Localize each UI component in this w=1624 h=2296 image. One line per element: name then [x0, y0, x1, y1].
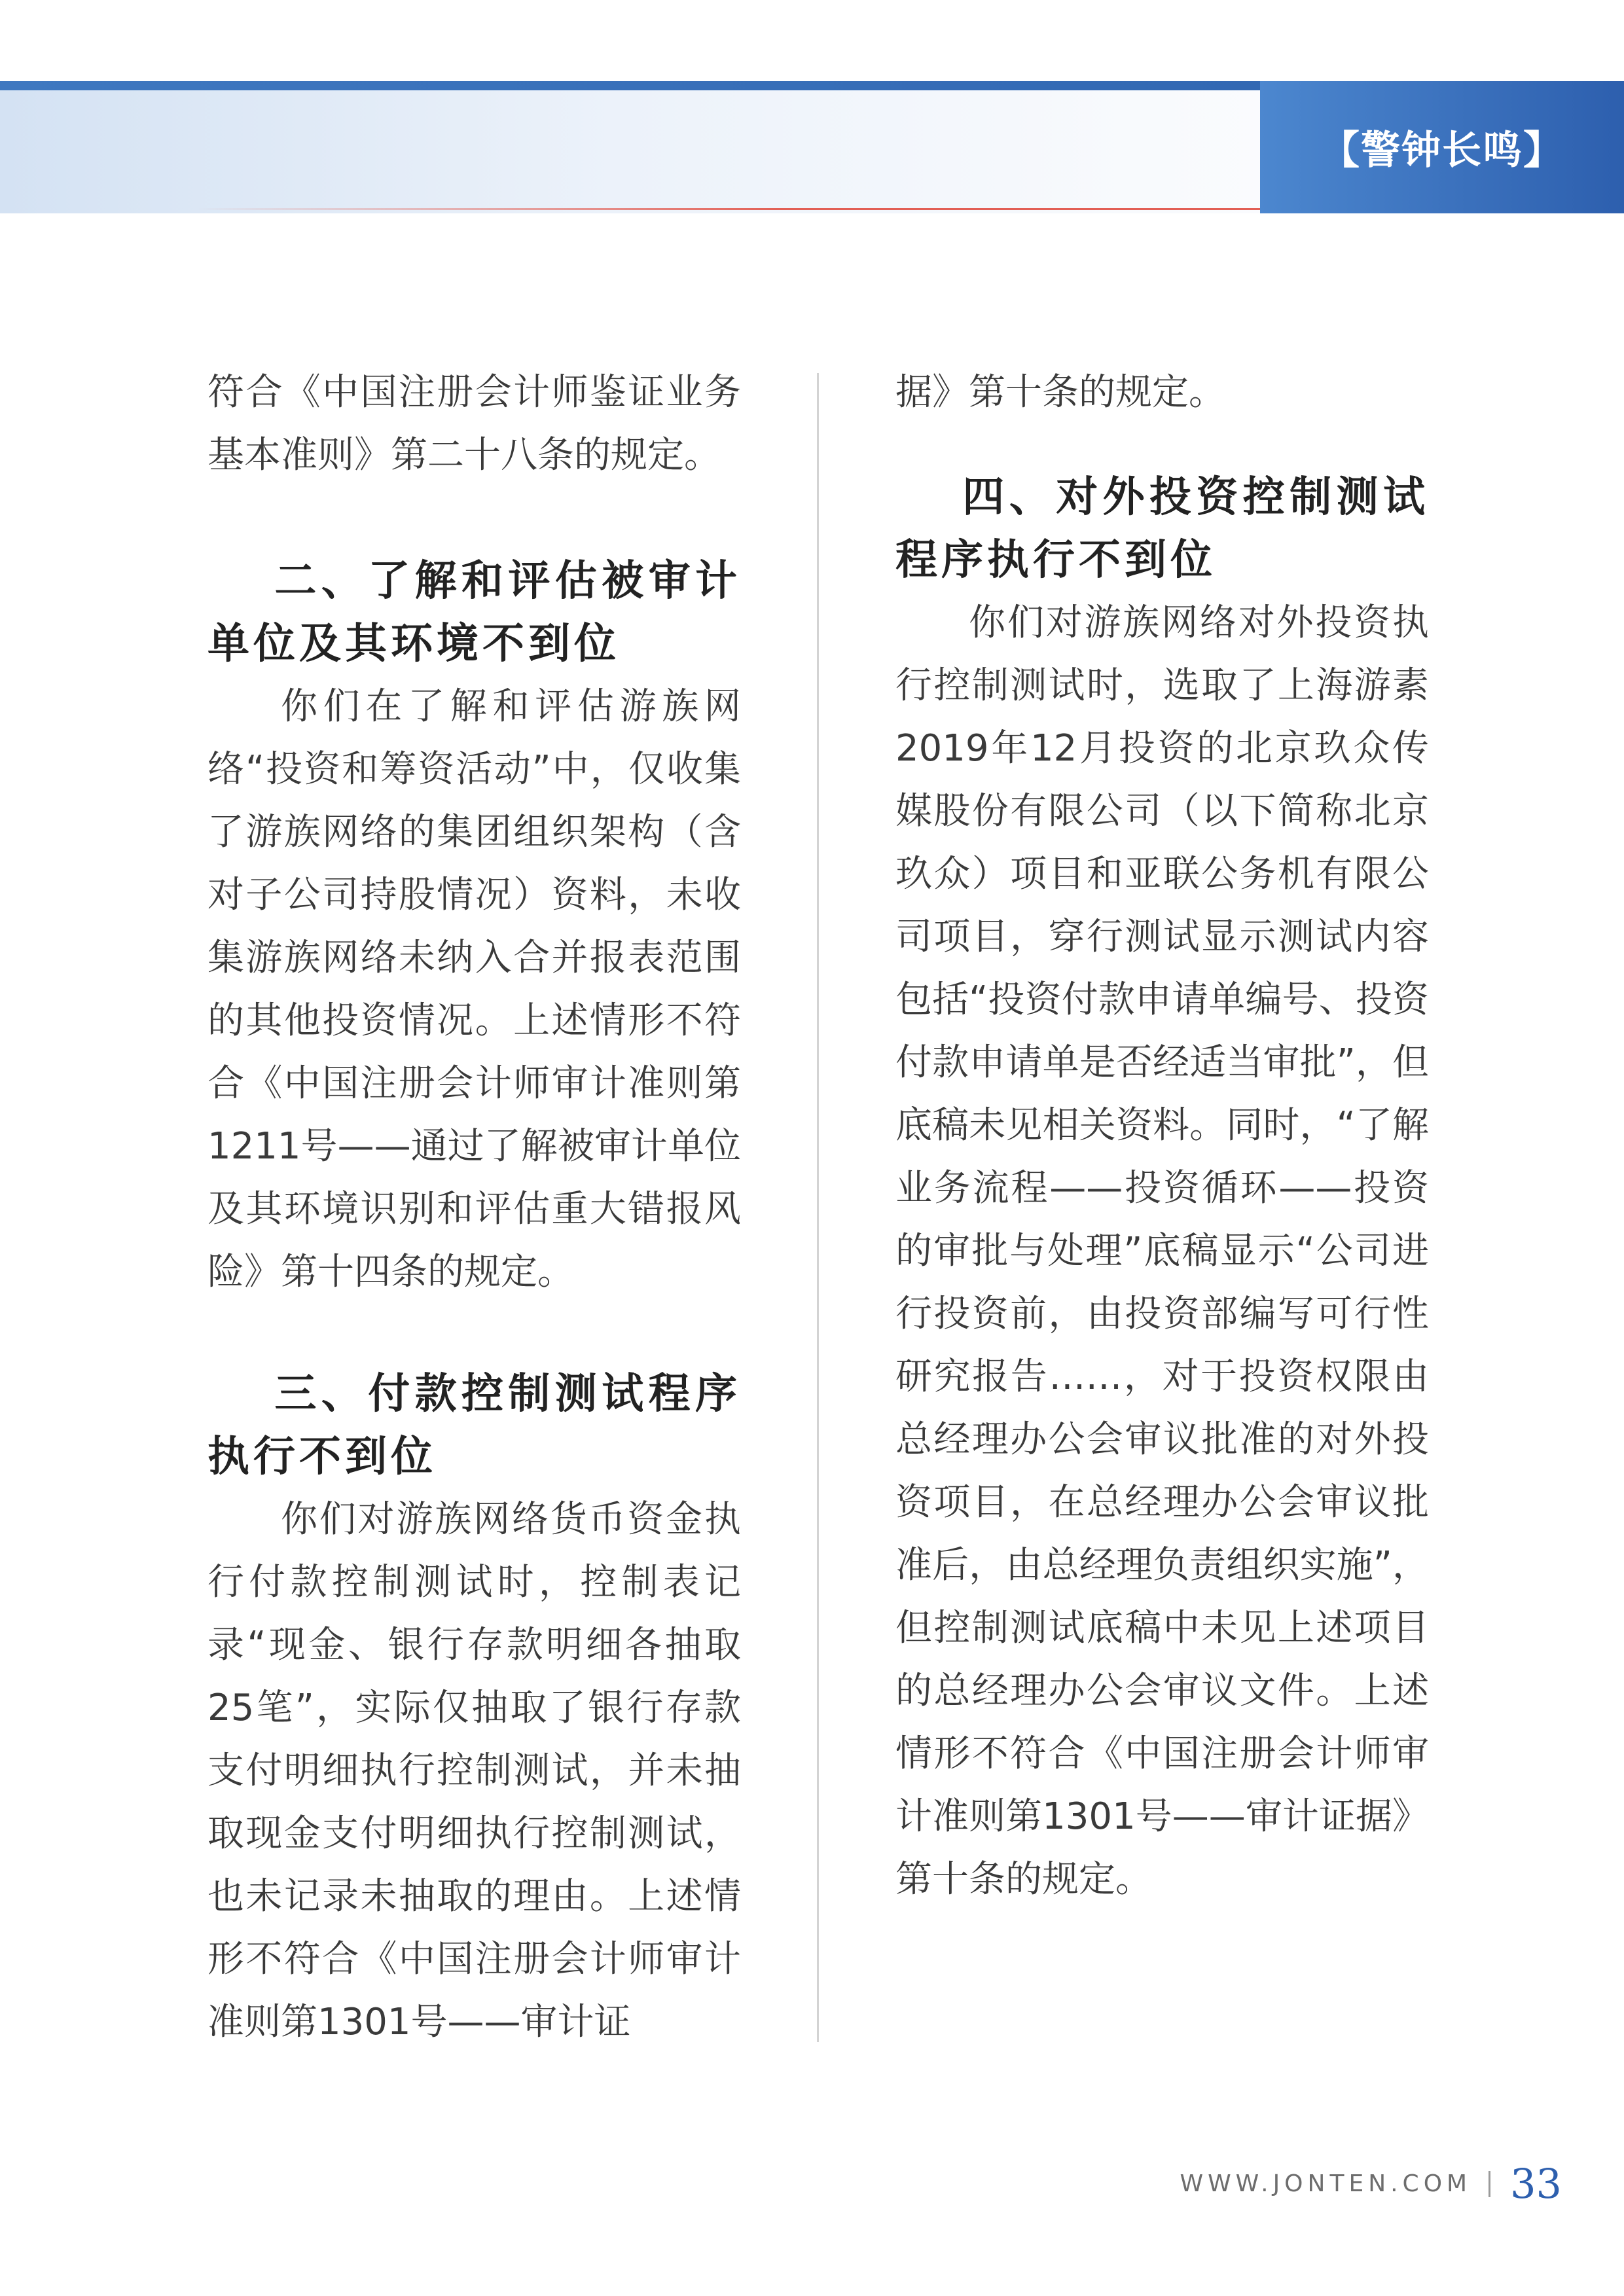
section-2-body: 你们在了解和评估游族网络“投资和筹资活动”中，仅收集了游族网络的集团组织架构（含对子公司持股情况）资料，未收集游族网络未纳入合并报表范围的其他投资情况。上述情形不符合《中国注册会计师审计准则第1211号——通过了解被审计单位及其环境识别和评估重大错报风险》第十四条的规定。	[208, 685, 741, 1293]
column-divider	[817, 373, 819, 2042]
section-3-heading: 三、付款控制测试程序执行不到位	[208, 1370, 741, 1481]
header-accent-rule	[196, 208, 1260, 210]
section-2-heading: 二、了解和评估被审计单位及其环境不到位	[208, 557, 741, 668]
page-footer	[1180, 2160, 1562, 2208]
intro-paragraph: 符合《中国注册会计师鉴证业务基本准则》第二十八条的规定。	[208, 371, 741, 476]
page-number: 33	[1510, 2160, 1562, 2208]
header-top-rule	[0, 81, 1260, 90]
section-4-body: 你们对游族网络对外投资执行控制测试时，选取了上海游素2019年12月投资的北京玖众传媒股份有限公司（以下简称北京玖众）项目和亚联公务机有限公司项目，穿行测试显示测试内容包括“投资付款申请单编号、投资付款申请单是否经适当审批”，但底稿未见相关资料。同时，“了解业务流程——投资循环——投资的审批与处理”底稿显示“公司进行投资前，由投资部编写可行性研究报告……，对于投资权限由总经理办公会审议批准的对外投资项目，在总经理办公会审议批准后，由总经理负责组织实施”，但控制测试底稿中未见上述项目的总经理办公会审议文件。上述情形不符合《中国注册会计师审计准则第1301号——审计证据》第十条的规定。	[895, 601, 1429, 1901]
website-url[interactable]: WWW.JONTEN.COM	[1180, 2170, 1472, 2197]
left-column	[208, 361, 741, 2054]
right-column	[895, 361, 1429, 1911]
section-4-heading: 四、对外投资控制测试程序执行不到位	[895, 473, 1429, 584]
footer-separator	[1489, 2171, 1490, 2197]
section-tag-label: 【警钟长鸣】	[1320, 128, 1564, 173]
section-3-body: 你们对游族网络货币资金执行付款控制测试时，控制表记录“现金、银行存款明细各抽取25笔”，实际仅抽取了银行存款支付明细执行控制测试，并未抽取现金支付明细执行控制测试，也未记录未抽取的理由。上述情形不符合《中国注册会计师审计准则第1301号——审计证	[208, 1498, 741, 2043]
section-tag	[1260, 81, 1624, 213]
continuation-paragraph: 据》第十条的规定。	[895, 371, 1225, 414]
